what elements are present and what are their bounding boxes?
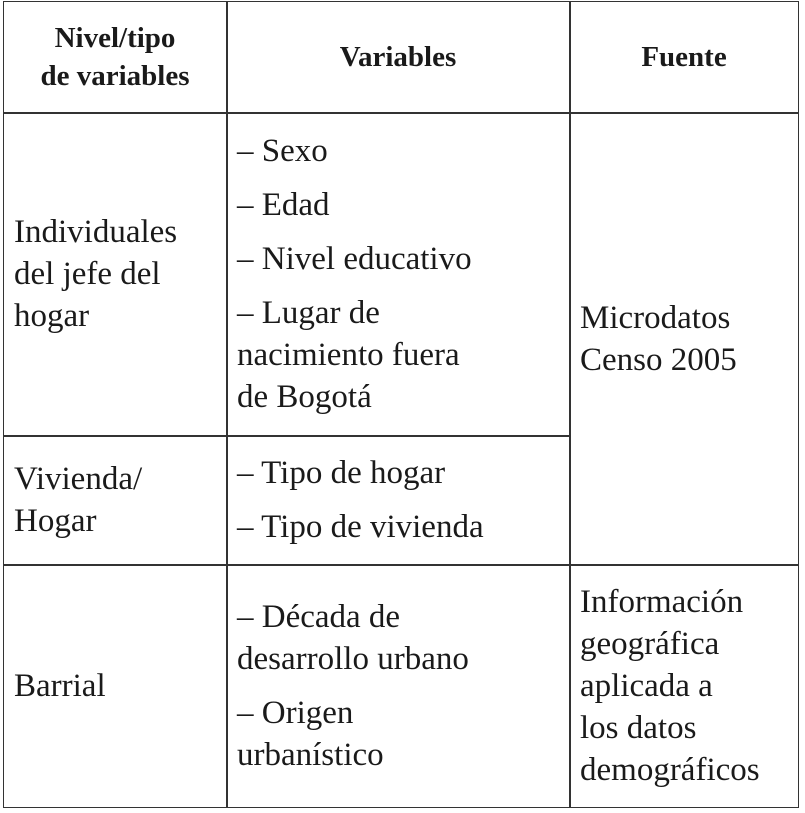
- header-variables-label: Variables: [339, 41, 457, 73]
- row1-nivel-line: Individuales: [14, 214, 178, 250]
- list-item: [237, 292, 569, 418]
- header-variables: [227, 2, 569, 112]
- fuente-line: Censo 2005: [580, 341, 737, 378]
- header-fuente: [570, 2, 798, 112]
- list-item-line: nacimiento fuera: [237, 337, 460, 373]
- list-item-line: – Nivel educativo: [237, 241, 472, 277]
- variables-table: [3, 1, 799, 808]
- list-item-line: – Década de: [237, 599, 401, 635]
- list-item: [237, 130, 569, 172]
- row2-variables: [227, 436, 569, 564]
- fuente-line: los datos: [580, 710, 697, 746]
- list-item-line: – Tipo de hogar: [237, 455, 446, 491]
- row3-variables-list: [237, 596, 569, 776]
- list-item-line: – Sexo: [237, 133, 328, 169]
- row3-variables: [227, 565, 569, 807]
- list-item: [237, 184, 569, 226]
- row3-nivel: [4, 565, 226, 807]
- row2-nivel: [4, 436, 226, 564]
- row3-fuente: [570, 565, 798, 807]
- list-item: [237, 506, 569, 548]
- row2-nivel-line: Vivienda/: [14, 461, 143, 497]
- fuente-line: geográfica: [580, 626, 720, 662]
- row2-variables-list: [237, 452, 569, 548]
- fuente-line: demográficos: [580, 752, 760, 788]
- list-item-line: urbanístico: [237, 737, 384, 773]
- fuente-microdatos: [570, 113, 798, 564]
- list-item: [237, 452, 569, 494]
- header-nivel-line1: Nivel/tipo: [54, 22, 176, 54]
- list-item-line: – Lugar de: [237, 295, 380, 331]
- header-nivel-line2: de variables: [40, 60, 190, 92]
- list-item-line: – Origen: [237, 695, 354, 731]
- fuente-line: Información: [580, 584, 744, 620]
- row3-nivel-line: Barrial: [14, 668, 106, 704]
- fuente-line: Microdatos: [580, 299, 731, 336]
- list-item-line: de Bogotá: [237, 379, 372, 415]
- list-item: [237, 238, 569, 280]
- list-item: [237, 692, 569, 776]
- list-item-line: – Tipo de vivienda: [237, 509, 484, 545]
- list-item: [237, 596, 569, 680]
- row1-nivel-line: hogar: [14, 298, 90, 334]
- row2-nivel-line: Hogar: [14, 503, 97, 539]
- list-item-line: – Edad: [237, 187, 330, 223]
- list-item-line: desarrollo urbano: [237, 641, 469, 677]
- row1-variables-list: [237, 130, 569, 418]
- row1-variables: [227, 113, 569, 435]
- fuente-line: aplicada a: [580, 668, 713, 704]
- row1-nivel-line: del jefe del: [14, 256, 161, 292]
- row1-nivel: [4, 113, 226, 435]
- header-fuente-label: Fuente: [641, 41, 727, 73]
- header-nivel: [4, 2, 226, 112]
